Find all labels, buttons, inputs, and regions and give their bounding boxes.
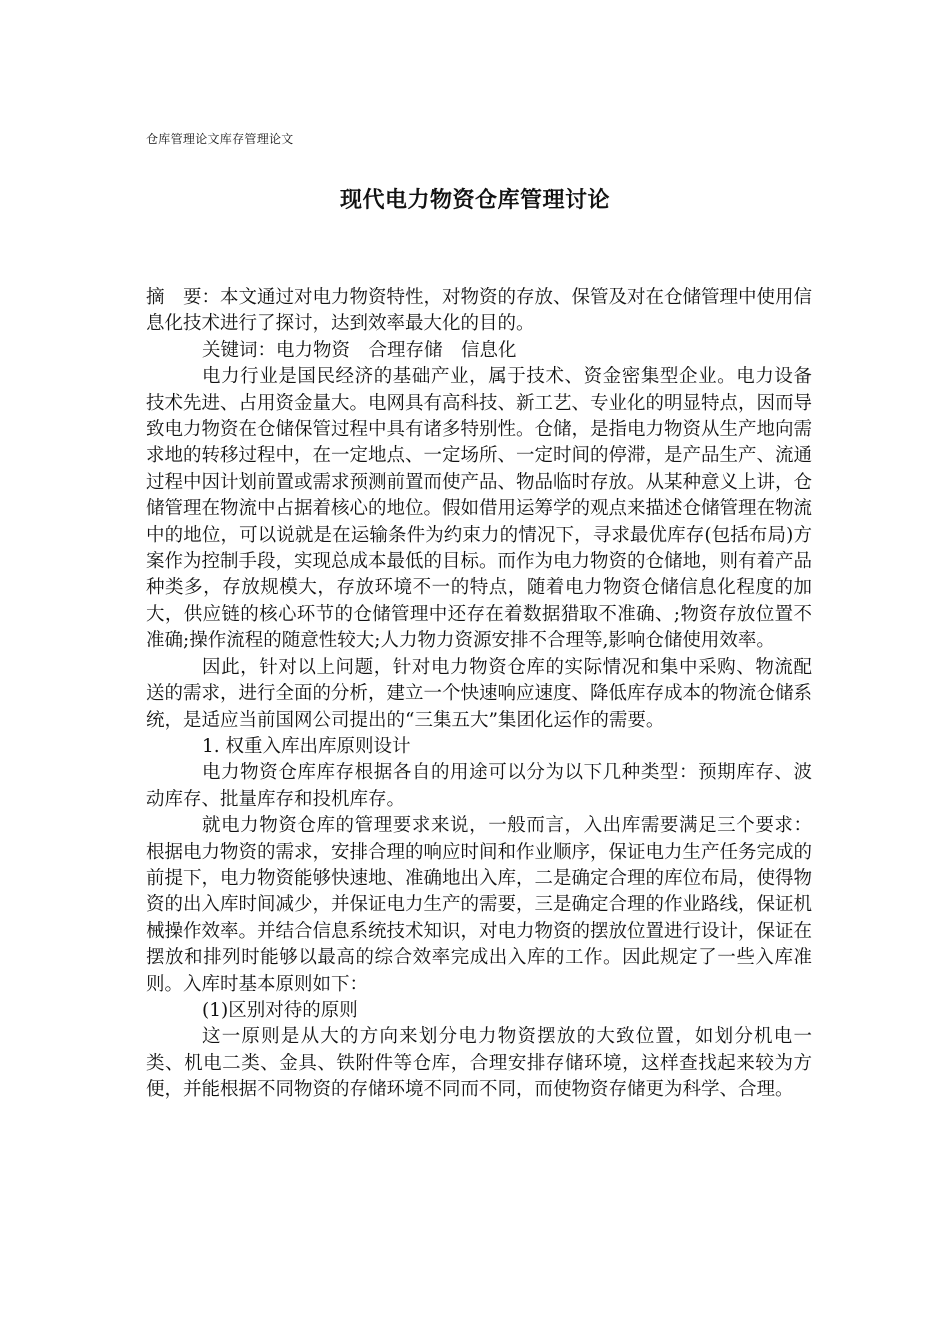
body-paragraph: 这一原则是从大的方向来划分电力物资摆放的大致位置，如划分机电一类、机电二类、金具、铁附件等仓库，合理安排存储环境，这样查找起来较为方便，并能根据不同物资的存储环境不同而不同，而使物资存储更为科学、合理。 [146,1026,812,1101]
body-paragraph: 电力行业是国民经济的基础产业，属于技术、资金密集型企业。电力设备技术先进、占用资金量大。电网具有高科技、新工艺、专业化的明显特点，因而导致电力物资在仓储保管过程中具有诸多特别性。仓储，是指电力物资从生产地向需求地的转移过程中，在一定地点、一定场所、一定时间的停滞，是产品生产、流通过程中因计划前置或需求预测前置而使产品、物品临时存放。从某种意义上讲，仓储管理在物流中占据着核心的地位。假如借用运筹学的观点来描述仓储管理在物流中的地位，可以说就是在运输条件为约束力的情况下，寻求最优库存(包括布局)方案作为控制手段，实现总成本最低的目标。而作为电力物资的仓储地，则有着产品种类多，存放规模大，存放环境不一的特点，随着电力物资仓储信息化程度的加大，供应链的核心环节的仓储管理中还存在着数据猎取不准确、;物资存放位置不准确;操作流程的随意性较大;人力物力资源安排不合理等,影响仓储使用效率。 [146,366,813,652]
body-paragraph: 关键词：电力物资 合理存储 信息化 [202,339,517,361]
body-paragraph: 因此，针对以上问题，针对电力物资仓库的实际情况和集中采购、物流配送的需求，进行全面的分析，建立一个快速响应速度、降低库存成本的物流仓储系统，是适应当前国网公司提出的“三集五大”集团化运作的需要。 [146,656,813,731]
document-title: 现代电力物资仓库管理讨论 [339,188,610,213]
body-paragraph: 电力物资仓库库存根据各自的用途可以分为以下几种类型：预期库存、波动库存、批量库存和投机库存。 [146,762,812,810]
body-paragraph: 就电力物资仓库的管理要求来说，一般而言，入出库需要满足三个要求：根据电力物资的需求，安排合理的响应时间和作业顺序，保证电力生产任务完成的前提下，电力物资能够快速地、准确地出入库，二是确定合理的库位布局，使得物资的出入库时间减少，并保证电力生产的需要，三是确定合理的作业路线，保证机械操作效率。并结合信息系统技术知识，对电力物资的摆放位置进行设计，保证在摆放和排列时能够以最高的综合效率完成出入库的工作。因此规定了一些入库准则。入库时基本原则如下： [146,815,813,995]
document-body [146,285,812,1104]
body-paragraph: 摘 要：本文通过对电力物资特性，对物资的存放、保管及对在仓储管理中使用信息化技术进行了探讨，达到效率最大化的目的。 [146,287,813,335]
running-header: 仓库管理论文库存管理论文 [146,132,294,146]
body-paragraph: (1)区别对待的原则 [202,999,358,1021]
body-paragraph: 1. 权重入库出库原则设计 [202,735,411,757]
